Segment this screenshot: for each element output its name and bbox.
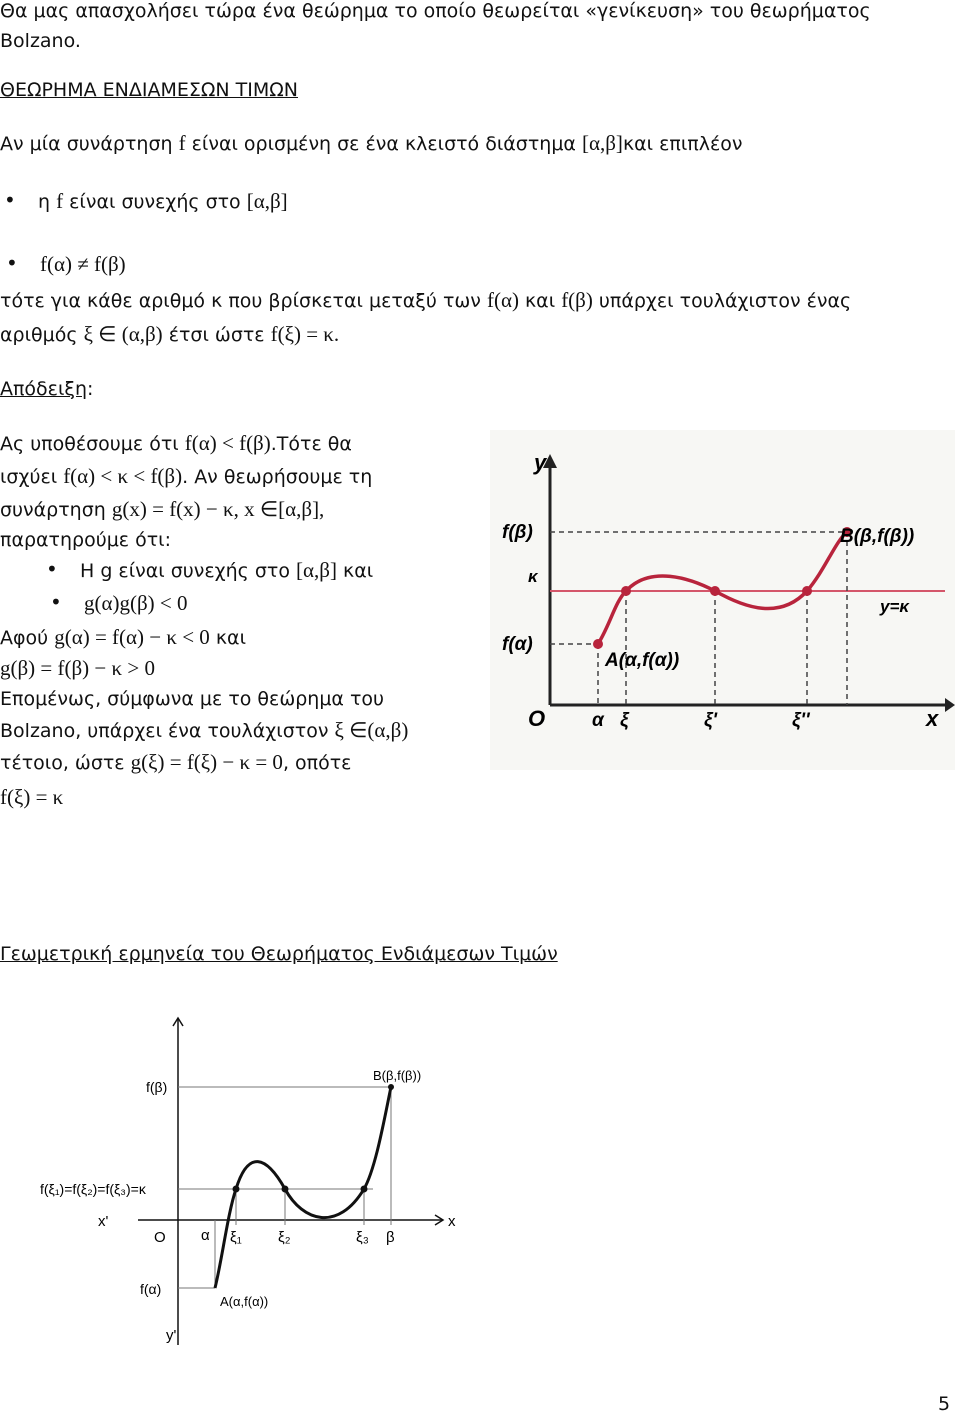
geometric-heading: Γεωμετρική ερμηνεία του Θεωρήματος Ενδιάμεσων Τιμών	[0, 943, 558, 965]
figure1-a-label: α	[592, 710, 604, 731]
conclusion2-xi: ξ ∈ (α,β)	[83, 322, 163, 346]
condition-1-b: είναι συνεχής στο	[69, 191, 241, 213]
theorem-conclusion-line-1	[0, 288, 851, 313]
proof-line-5	[0, 625, 246, 650]
conclusion-fa: f(α)	[486, 288, 519, 312]
proof-line-9	[0, 750, 351, 775]
proof-l3-a: συνάρτηση	[0, 499, 106, 521]
figure1-y-label: y	[534, 450, 547, 475]
proof-l1-formula: f(α) < f(β)	[184, 431, 271, 455]
proof-line-1	[0, 431, 352, 456]
statement-text-a: Αν μία συνάρτηση	[0, 133, 173, 155]
figure1-point-xi1	[710, 586, 720, 596]
figure2-xprime-label: x'	[98, 1213, 109, 1230]
proof-b1-b: και	[343, 560, 374, 582]
figure1-fa-label: f(α)	[502, 634, 533, 655]
proof-line-7: Επομένως, σύμφωνα με το θεώρημα του	[0, 688, 385, 710]
condition-1-f: f	[56, 189, 64, 213]
figure2-xi1-label: ξ₁	[230, 1229, 242, 1246]
figure1-A-label: A(α,f(α))	[605, 650, 680, 671]
proof-line-4: παρατηρούμε ότι:	[0, 529, 171, 551]
proof-title	[0, 378, 93, 400]
proof-l8-formula: ξ ∈(α,β)	[334, 718, 409, 742]
figure1-xi2-label: ξ''	[792, 710, 810, 731]
condition-1-a: η	[38, 191, 51, 213]
ivt-figure-1	[490, 430, 955, 770]
figure2-a-label: α	[201, 1227, 210, 1244]
proof-line-6	[0, 656, 155, 681]
conclusion-text-b: υπάρχει τουλάχιστον ένας	[598, 290, 852, 312]
figure2-point-xi2	[282, 1186, 289, 1193]
theorem-statement	[0, 131, 742, 156]
figure1-fb-label: f(β)	[502, 522, 533, 543]
figure2-point-b	[388, 1084, 394, 1090]
figure1-k-label: κ	[528, 567, 538, 586]
intro-line-2: Bolzano.	[0, 30, 81, 52]
theorem-title: ΘΕΩΡΗΜΑ ΕΝΔΙΑΜΕΣΩΝ ΤΙΜΩΝ	[0, 79, 298, 101]
figure2-xi3-label: ξ₃	[356, 1229, 369, 1246]
conclusion2-text-b: έτσι ώστε	[168, 324, 265, 346]
condition-2-formula: f(α) ≠ f(β)	[40, 252, 126, 276]
conclusion-fb: f(β)	[561, 288, 593, 312]
proof-l9-formula: g(ξ) = f(ξ) − κ = 0	[130, 750, 283, 774]
proof-l9-b: , οπότε	[282, 752, 352, 774]
proof-l5-formula: g(α) = f(α) − κ < 0	[54, 625, 210, 649]
proof-l3-formula: g(x) = f(x) − κ, x ∈[α,β],	[111, 497, 325, 521]
figure1-B-label: B(β,f(β))	[840, 526, 915, 547]
ivt-figure-2	[38, 1010, 478, 1360]
figure2-fb-label: f(β)	[146, 1079, 168, 1095]
statement-interval: [α,β]	[582, 131, 623, 155]
figure2-fa-label: f(α)	[140, 1281, 162, 1297]
proof-l10-formula: f(ξ) = κ	[0, 785, 64, 809]
page-number: 5	[938, 1393, 951, 1415]
conclusion2-eq: f(ξ) = κ.	[270, 322, 340, 346]
intro-line-1: Θα μας απασχολήσει τώρα ένα θεώρημα το οποίο θεωρείται «γενίκευση» του θεωρήματος	[0, 0, 871, 22]
theorem-conclusion-line-2	[0, 322, 339, 347]
proof-line-10	[0, 785, 63, 810]
figure2-origin-label: O	[154, 1229, 166, 1246]
statement-text-b: είναι ορισμένη σε ένα κλειστό διάστημα	[191, 133, 576, 155]
proof-b1-formula: [α,β]	[296, 558, 337, 582]
condition-unequal	[40, 252, 126, 277]
proof-line-8	[0, 718, 408, 743]
figure1-point-xi	[621, 586, 631, 596]
proof-l5-a: Αφού	[0, 627, 49, 649]
figure2-feq-label: f(ξ₁)=f(ξ₂)=f(ξ₃)=κ	[40, 1181, 146, 1197]
condition-continuous	[38, 189, 288, 214]
proof-l1-a: Ας υποθέσουμε ότι	[0, 433, 179, 455]
figure1-point-a	[593, 639, 603, 649]
condition-1-interval: [α,β]	[246, 189, 288, 213]
proof-l8-a: Bolzano, υπάρχει ένα τουλάχιστον	[0, 720, 329, 742]
figure2-point-xi1	[233, 1186, 240, 1193]
conclusion-and: και	[524, 290, 556, 312]
proof-title-text: Απόδειξη	[0, 378, 88, 400]
proof-line-3	[0, 497, 324, 522]
statement-f: f	[178, 131, 186, 155]
figure1-point-xi2	[802, 586, 812, 596]
proof-bullet-continuous	[80, 558, 373, 583]
proof-l2-formula: f(α) < κ < f(β)	[63, 464, 183, 488]
proof-b2-formula: g(α)g(β) < 0	[84, 591, 188, 615]
figure1-origin-label: O	[528, 706, 546, 731]
figure2-b-label: β	[386, 1229, 395, 1246]
proof-l5-b: και	[215, 627, 246, 649]
figure2-A-label: A(α,f(α))	[220, 1294, 269, 1309]
figure1-x-label: x	[926, 706, 939, 731]
proof-bullet-product	[84, 591, 188, 616]
proof-l6-formula: g(β) = f(β) − κ > 0	[0, 656, 155, 680]
figure2-xi2-label: ξ₂	[278, 1229, 291, 1246]
proof-l1-b: .Τότε θα	[270, 433, 352, 455]
statement-text-c: και επιπλέον	[622, 133, 743, 155]
figure1-yk-label: y=κ	[880, 597, 910, 616]
proof-l2-a: ισχύει	[0, 466, 58, 488]
figure1-xi-label: ξ	[620, 710, 629, 731]
figure1-xi1-label: ξ'	[704, 710, 718, 731]
figure2-B-label: B(β,f(β))	[373, 1068, 422, 1083]
proof-b1-a: Η g είναι συνεχής στο	[80, 560, 290, 582]
figure2-x-label: x	[448, 1213, 456, 1230]
figure2-yprime-label: y'	[166, 1327, 177, 1344]
proof-l2-b: . Αν θεωρήσουμε τη	[182, 466, 373, 488]
proof-title-colon: :	[87, 378, 94, 400]
conclusion-text-a: τότε για κάθε αριθμό κ που βρίσκεται μεταξύ των	[0, 290, 481, 312]
conclusion2-text-a: αριθμός	[0, 324, 78, 346]
proof-l9-a: τέτοιο, ώστε	[0, 752, 125, 774]
proof-line-2	[0, 464, 372, 489]
figure2-point-xi3	[361, 1186, 368, 1193]
